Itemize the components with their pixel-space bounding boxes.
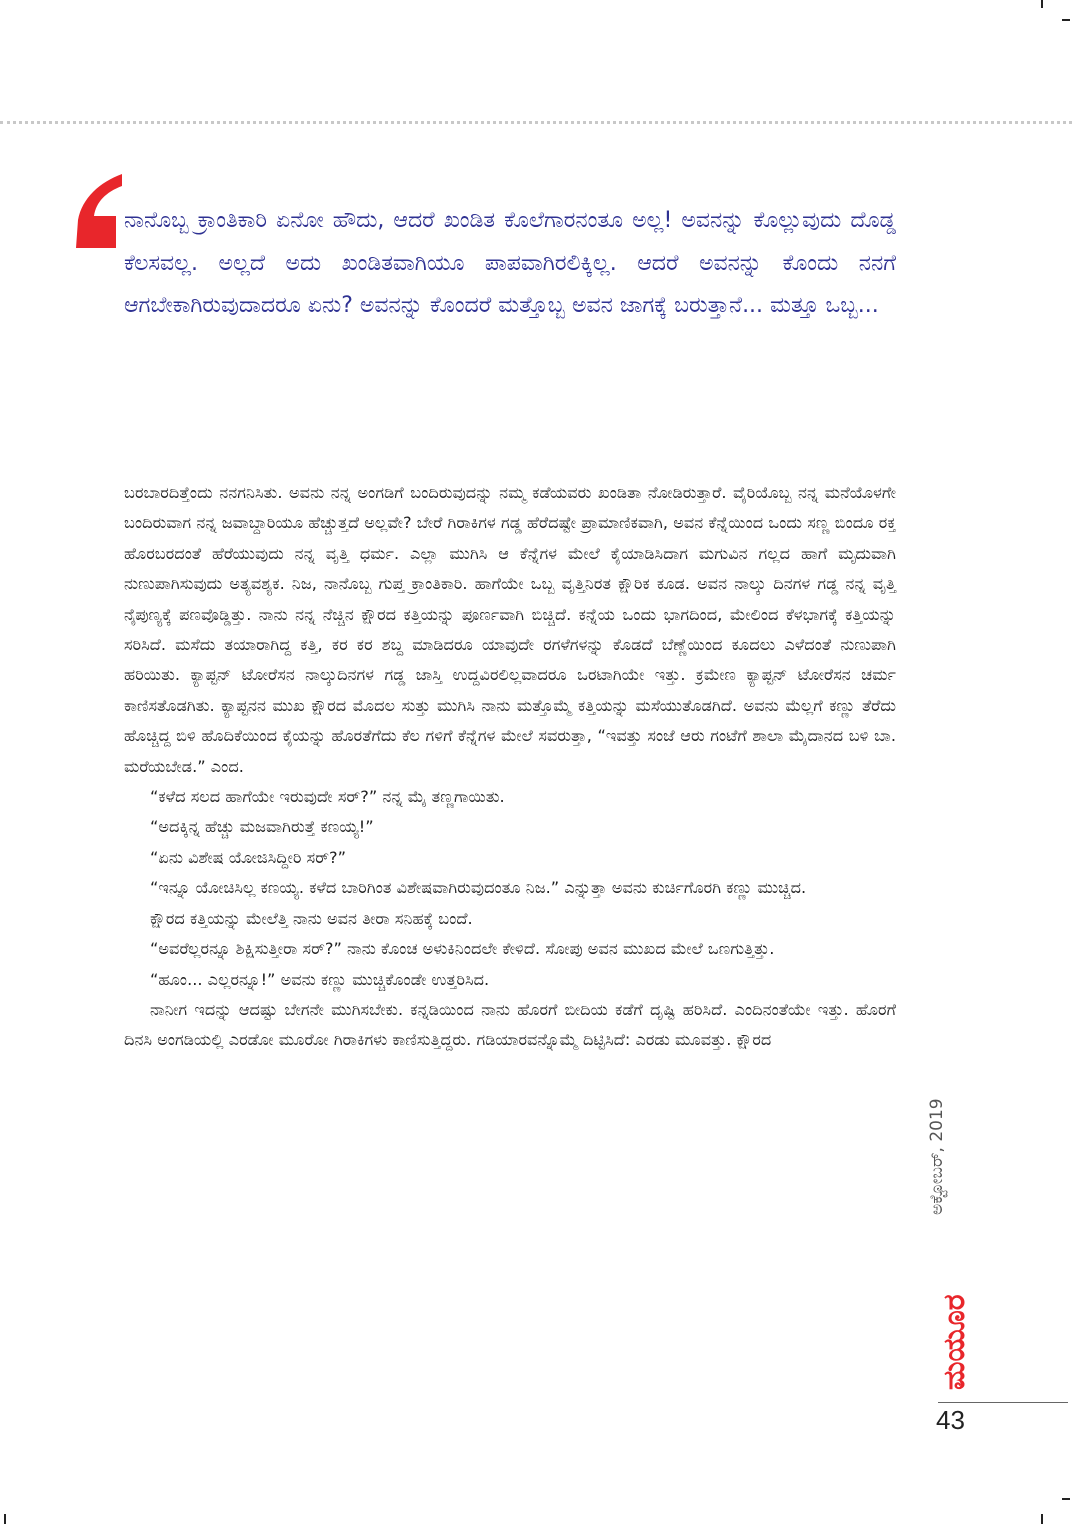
- crop-mark: [4, 1514, 6, 1524]
- header-dotted-rule: [0, 121, 1072, 124]
- article-body: [124, 478, 896, 1056]
- body-paragraph: “ಇನ್ನೂ ಯೋಚಿಸಿಲ್ಲ ಕಣಯ್ಯ. ಕಳೆದ ಬಾರಿಗಿಂತ ವಿಶೇಷವಾಗಿರುವುದಂತೂ ನಿಜ.” ಎನ್ನುತ್ತಾ ಅವನು ಕುರ್ಚಿಗೊರಗಿ ಕಣ್ಣು ಮುಚ್ಚಿದ.: [150, 878, 807, 898]
- crop-mark: [1041, 1514, 1043, 1524]
- body-paragraph: ಬರಬಾರದಿತ್ತೆಂದು ನನಗನಿಸಿತು. ಅವನು ನನ್ನ ಅಂಗಡಿಗೆ ಬಂದಿರುವುದನ್ನು ನಮ್ಮ ಕಡೆಯವರು ಖಂಡಿತಾ ನೋಡಿರುತ್ತಾರೆ. ವೈರಿಯೊಬ್ಬ ನನ್ನ ಮನೆಯೊಳಗೇ ಬಂದಿರುವಾಗ ನನ್ನ ಜವಾಬ್ದಾರಿಯೂ ಹೆಚ್ಚುತ್ತದೆ ಅಲ್ಲವೇ? ಬೇರೆ ಗಿರಾಕಿಗಳ ಗಡ್ಡ ಹೆರೆದಷ್ಟೇ ಪ್ರಾಮಾಣಿಕವಾಗಿ, ಅವನ ಕೆನ್ನೆಯಿಂದ ಒಂದು ಸಣ್ಣ ಬಿಂದೂ ರಕ್ತ ಹೊರಬರದಂತೆ ಹೆರೆಯುವುದು ನನ್ನ ವೃತ್ತಿ ಧರ್ಮ. ಎಲ್ಲಾ ಮುಗಿಸಿ ಆ ಕೆನ್ನೆಗಳ ಮೇಲೆ ಕೈಯಾಡಿಸಿದಾಗ ಮಗುವಿನ ಗಲ್ಲದ ಹಾಗೆ ಮೃದುವಾಗಿ ನುಣುಪಾಗಿಸುವುದು ಅತ್ಯವಶ್ಯಕ. ನಿಜ, ನಾನೊಬ್ಬ ಗುಪ್ತ ಕ್ರಾಂತಿಕಾರಿ. ಹಾಗೆಯೇ ಒಬ್ಬ ವೃತ್ತಿನಿರತ ಕ್ಷೌರಿಕ ಕೂಡ. ಅವನ ನಾಲ್ಕು ದಿನಗಳ ಗಡ್ಡ ನನ್ನ ವೃತ್ತಿ ನೈಪುಣ್ಯಕ್ಕೆ ಪಣವೊಡ್ಡಿತ್ತು. ನಾನು ನನ್ನ ನೆಚ್ಚಿನ ಕ್ಷೌರದ ಕತ್ತಿಯನ್ನು ಪೂರ್ಣವಾಗಿ ಬಿಚ್ಚಿದೆ. ಕನ್ನೆಯ ಒಂದು ಭಾಗದಿಂದ, ಮೇಲಿಂದ ಕೆಳಭಾಗಕ್ಕೆ ಕತ್ತಿಯನ್ನು ಸರಿಸಿದೆ. ಮಸೆದು ತಯಾರಾಗಿದ್ದ ಕತ್ತಿ, ಕರ ಕರ ಶಬ್ದ ಮಾಡಿದರೂ ಯಾವುದೇ ರಗಳೆಗಳನ್ನು ಕೊಡದೆ ಬೆಣ್ಣೆಯಿಂದ ಕೂದಲು ಎಳೆದಂತೆ ನುಣುಪಾಗಿ ಹರಿಯಿತು. ಕ್ಯಾಪ್ಟನ್ ಟೋರೆಸನ ನಾಲ್ಕುದಿನಗಳ ಗಡ್ಡ ಜಾಸ್ತಿ ಉದ್ದವಿರಲಿಲ್ಲವಾದರೂ ಒರಟಾಗಿಯೇ ಇತ್ತು. ಕ್ರಮೇಣ ಕ್ಯಾಪ್ಟನ್ ಟೋರೆಸನ ಚರ್ಮ ಕಾಣಿಸತೊಡಗಿತು. ಕ್ಯಾಪ್ಟನನ ಮುಖ ಕ್ಷೌರದ ಮೊದಲ ಸುತ್ತು ಮುಗಿಸಿ ನಾನು ಮತ್ತೊಮ್ಮೆ ಕತ್ತಿಯನ್ನು ಮಸೆಯುತೊಡಗಿದೆ. ಅವನು ಮೆಲ್ಲಗೆ ಕಣ್ಣು ತೆರೆದು ಹೊಚ್ಚಿದ್ದ ಬಿಳಿ ಹೊದಿಕೆಯಿಂದ ಕೈಯನ್ನು ಹೊರತೆಗೆದು ಕೆಲ ಗಳಿಗೆ ಕೆನ್ನೆಗಳ ಮೇಲೆ ಸವರುತ್ತಾ, “ಇವತ್ತು ಸಂಜೆ ಆರು ಗಂಟೆಗೆ ಶಾಲಾ ಮೈದಾನದ ಬಳಿ ಬಾ. ಮರೆಯಬೇಡ.” ಎಂದ.: [124, 483, 896, 776]
- crop-mark: [1062, 1498, 1070, 1500]
- body-paragraph: “ಅದಕ್ಕಿನ್ನ ಹೆಚ್ಚು ಮಜವಾಗಿರುತ್ತೆ ಕಣಯ್ಯ!”: [150, 817, 374, 837]
- crop-mark: [1062, 19, 1070, 21]
- issue-date: ಅಕ್ಟೋಬರ್, 2019: [927, 1098, 947, 1215]
- page-number: 43: [936, 1405, 965, 1435]
- body-paragraph: “ಹೂಂ... ಎಲ್ಲರನ್ನೂ!” ಅವನು ಕಣ್ಣು ಮುಚ್ಚಿಕೊಂಡೇ ಉತ್ತರಿಸಿದ.: [150, 969, 490, 989]
- crop-mark: [1041, 0, 1043, 8]
- pull-quote: ನಾನೊಬ್ಬ ಕ್ರಾಂತಿಕಾರಿ ಏನೋ ಹೌದು, ಆದರೆ ಖಂಡಿತ ಕೊಲೆಗಾರನಂತೂ ಅಲ್ಲ! ಅವನನ್ನು ಕೊಲ್ಲುವುದು ದೊಡ್ಡ ಕೆಲಸವಲ್ಲ. ಅಲ್ಲದೆ ಅದು ಖಂಡಿತವಾಗಿಯೂ ಪಾಪವಾಗಿರಲಿಕ್ಕಿಲ್ಲ. ಆದರೆ ಅವನನ್ನು ಕೊಂದು ನನಗೆ ಆಗಬೇಕಾಗಿರುವುದಾದರೂ ಏನು? ಅವನನ್ನು ಕೊಂದರೆ ಮತ್ತೊಬ್ಬ ಅವನ ಜಾಗಕ್ಕೆ ಬರುತ್ತಾನೆ... ಮತ್ತೂ ಒಬ್ಬ...: [124, 208, 896, 318]
- body-paragraph: “ಕಳೆದ ಸಲದ ಹಾಗೆಯೇ ಇರುವುದೇ ಸರ್?” ನನ್ನ ಮೈ ತಣ್ಣಗಾಯಿತು.: [150, 787, 505, 807]
- quote-mark-icon: [72, 172, 124, 252]
- footer-rule: [938, 1402, 1068, 1403]
- body-paragraph: ನಾನೀಗ ಇದನ್ನು ಆದಷ್ಟು ಬೇಗನೇ ಮುಗಿಸಬೇಕು. ಕನ್ನಡಿಯಿಂದ ನಾನು ಹೊರಗೆ ಬೀದಿಯ ಕಡೆಗೆ ದೃಷ್ಟಿ ಹರಿಸಿದೆ. ಎಂದಿನಂತೆಯೇ ಇತ್ತು. ಹೊರಗೆ ದಿನಸಿ ಅಂಗಡಿಯಲ್ಲಿ ಎರಡೋ ಮೂರೋ ಗಿರಾಕಿಗಳು ಕಾಣಿಸುತ್ತಿದ್ದರು. ಗಡಿಯಾರವನ್ನೊಮ್ಮೆ ದಿಟ್ಟಿಸಿದೆ: ಎರಡು ಮೂವತ್ತು. ಕ್ಷೌರದ: [124, 999, 896, 1050]
- magazine-logo: ಮಯೂರ: [937, 1294, 972, 1390]
- body-paragraph: “ಅವರೆಲ್ಲರನ್ನೂ ಶಿಕ್ಷಿಸುತ್ತೀರಾ ಸರ್?” ನಾನು ಕೊಂಚ ಅಳುಕಿನಿಂದಲೇ ಕೇಳಿದೆ. ಸೋಪು ಅವನ ಮುಖದ ಮೇಲೆ ಒಣಗುತ್ತಿತ್ತು.: [150, 939, 775, 959]
- body-paragraph: ಕ್ಷೌರದ ಕತ್ತಿಯನ್ನು ಮೇಲೆತ್ತಿ ನಾನು ಅವನ ತೀರಾ ಸನಿಹಕ್ಕೆ ಬಂದೆ.: [150, 908, 473, 928]
- body-paragraph: “ಏನು ವಿಶೇಷ ಯೋಜಿಸಿದ್ದೀರಿ ಸರ್?”: [150, 847, 347, 867]
